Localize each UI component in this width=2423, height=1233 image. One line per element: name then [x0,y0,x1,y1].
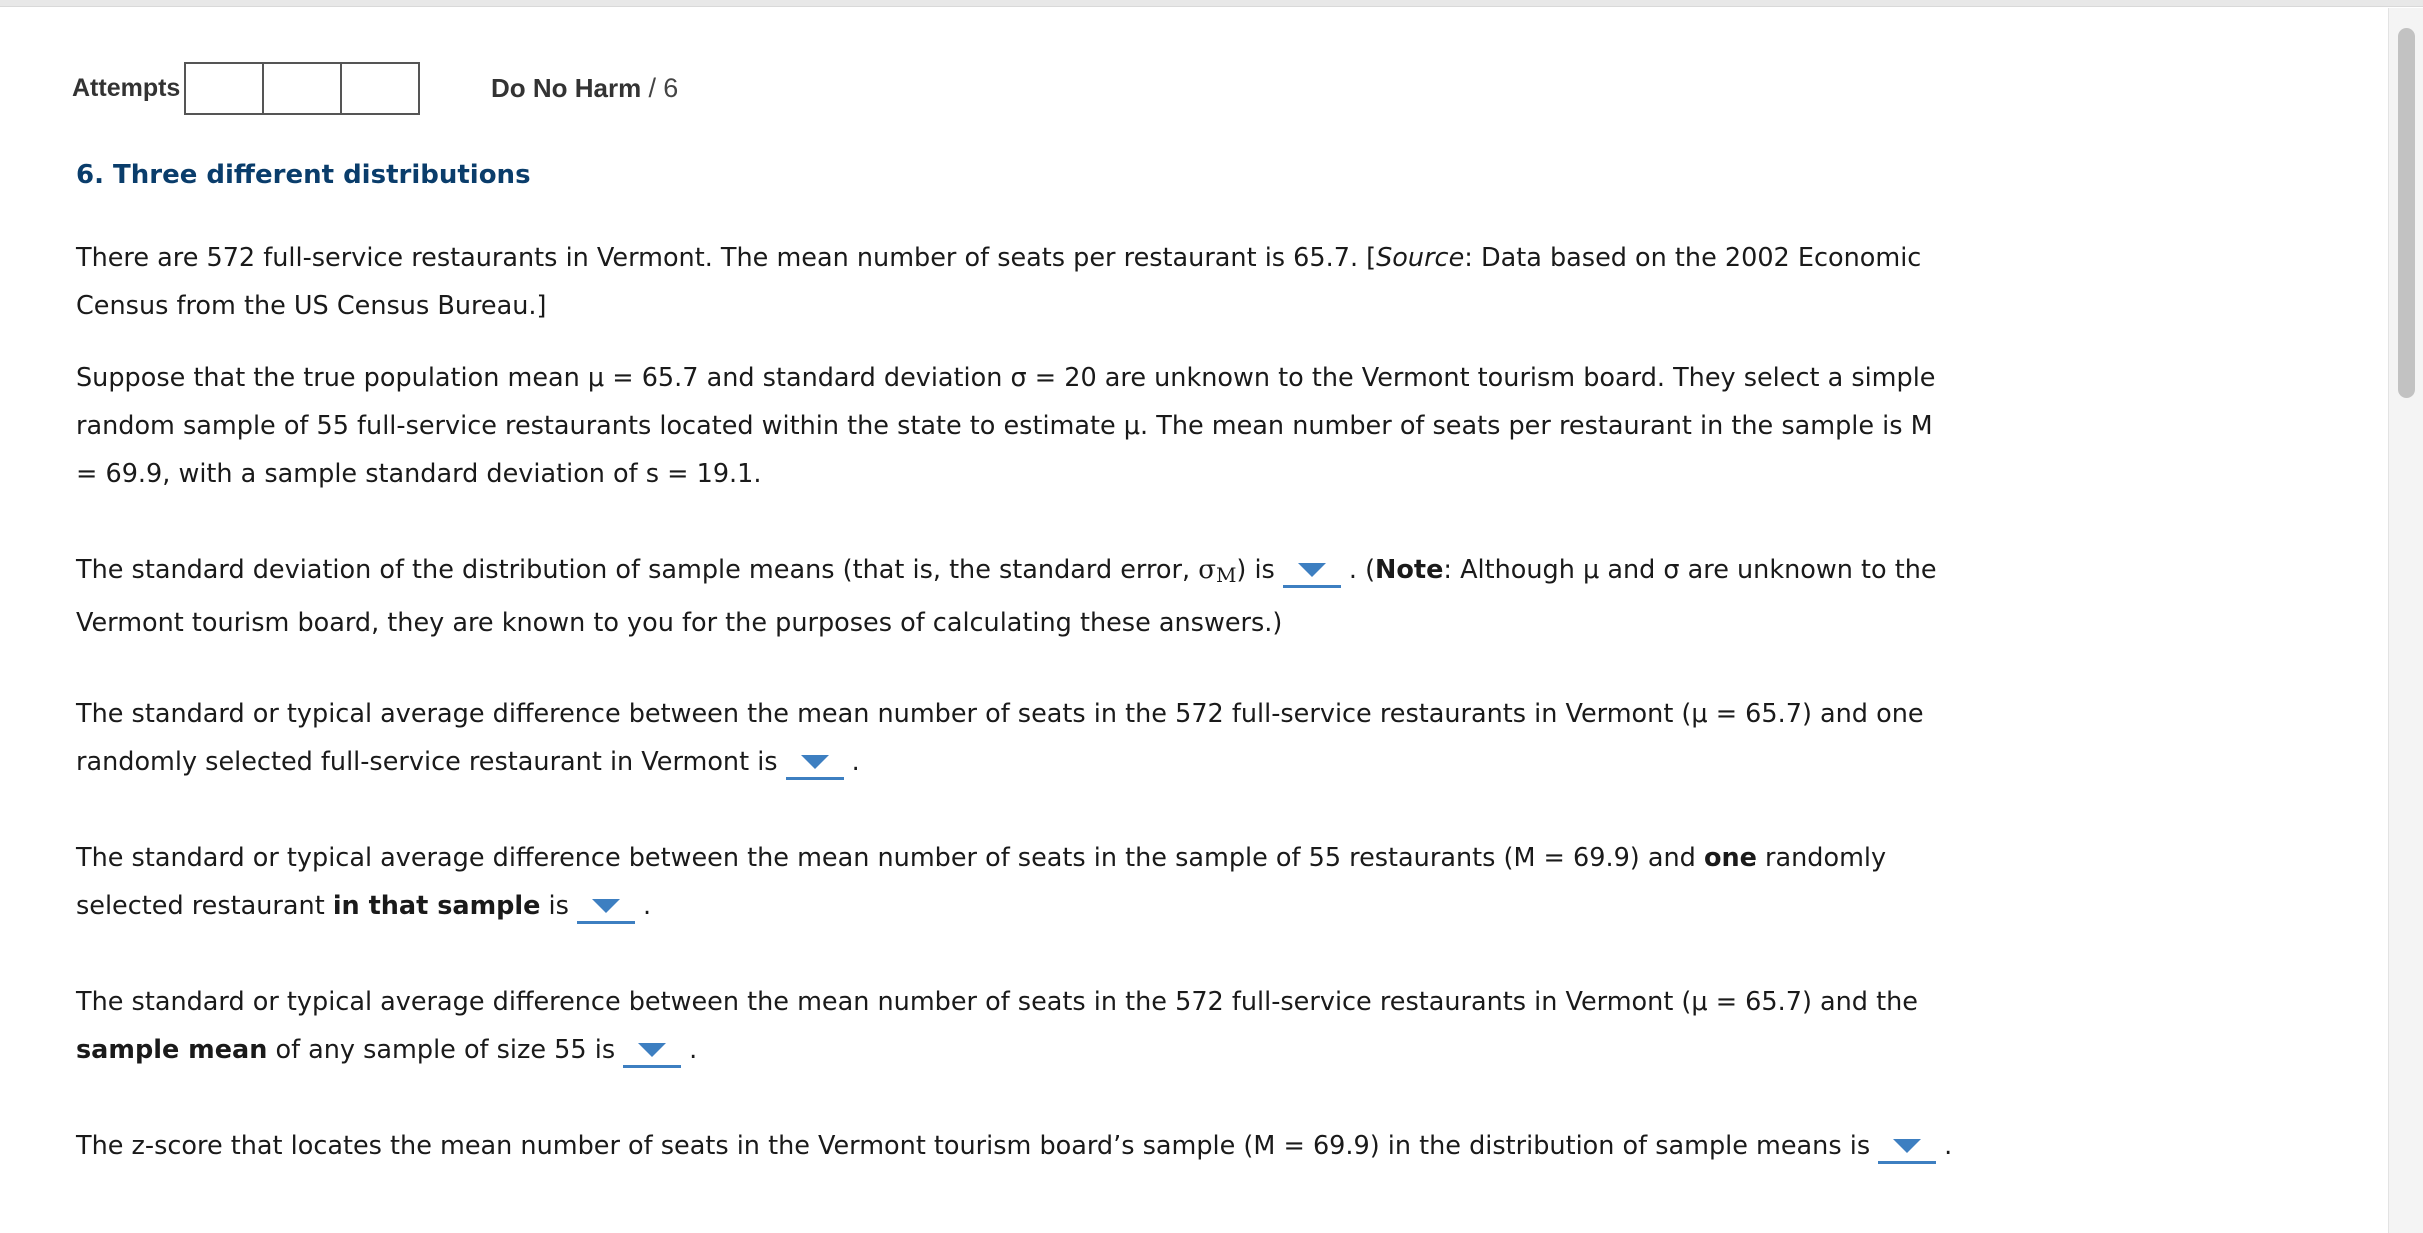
text: The standard or typical average difference between the mean number of seats in the 572 full-service restaurants in Vermont (μ = 65.7) and the [76,987,1918,1017]
question-sampling-sd [76,978,1956,1074]
text: . ( [1348,555,1376,585]
source-label: Source [1376,243,1465,273]
emphasis: one [1703,843,1757,873]
text: randomly selected restaurant [76,843,1887,921]
question-population-sd [76,690,1956,786]
chevron-down-icon [638,1043,666,1057]
chevron-down-icon [1298,563,1326,577]
text: : Data based on the 2002 Economic Census from the US Census Bureau.] [76,243,1922,321]
attempts-label: Attempts [72,74,181,102]
do-no-harm-score [491,73,678,104]
text: of any sample of size 55 is [267,1035,616,1065]
attempt-box [340,62,420,115]
question-sample-sd [76,834,1956,930]
text: . [851,747,860,777]
text: ) is [1236,555,1275,585]
question-standard-error [76,546,1956,647]
text: There are 572 full-service restaurants in Vermont. The mean number of seats per restaurant is 65.7. [ [76,243,1377,273]
answer-dropdown-2[interactable] [786,747,844,780]
answer-dropdown-1[interactable] [1283,555,1341,588]
do-no-harm-total: 6 [663,73,679,103]
vertical-scrollbar[interactable] [2388,8,2423,1233]
text: The standard or typical average difference between the mean number of seats in the sample of 55 restaurants (M = 69.9) and [76,843,1704,873]
text: The standard deviation of the distribution of sample means (that is, the standard error, [76,555,1199,585]
answer-dropdown-4[interactable] [623,1035,681,1068]
chevron-down-icon [592,899,620,913]
sigma: σ [1198,555,1216,585]
text: The z-score that locates the mean number of seats in the Vermont tourism board’s sample (M = 69.9) in the distribution of sample means is [76,1131,1871,1161]
emphasis: sample mean [76,1035,268,1065]
text: . [1944,1131,1953,1161]
attempt-box [262,62,342,115]
scrollbar-thumb[interactable] [2398,28,2415,398]
do-no-harm-separator: / [648,73,656,103]
emphasis: in that sample [332,891,541,921]
paragraph-setup: Suppose that the true population mean μ = 65.7 and standard deviation σ = 20 are unknown to the Vermont tourism board. They select a simple random sample of 55 full-service restaurants located within the state to estimate μ. The mean number of seats per restaurant in the sample is M = 69.9, with a sample standard deviation of s = 19.1. [76,363,1936,489]
do-no-harm-label: Do No Harm [491,73,642,103]
question-z-score [76,1122,1956,1170]
sigma-subscript: M [1215,563,1237,587]
question-title: 6. Three different distributions [76,160,531,190]
chevron-down-icon [801,755,829,769]
note-label: Note [1375,555,1444,585]
text: The standard or typical average difference between the mean number of seats in the 572 full-service restaurants in Vermont (μ = 65.7) and one randomly selected full-service restaurant in Vermont is [76,699,1924,777]
top-divider [0,0,2423,7]
text: . [642,891,652,921]
text: . [689,1035,698,1065]
sigma-m-symbol [1198,555,1236,585]
attempt-box [184,62,264,115]
answer-dropdown-5[interactable] [1878,1131,1936,1164]
chevron-down-icon [1893,1139,1921,1153]
attempt-boxes [184,62,420,115]
text: : Although μ and σ are unknown to the Vermont tourism board, they are known to you for the purposes of calculating these answers.) [76,555,1937,638]
text: is [540,891,569,921]
answer-dropdown-3[interactable] [577,891,635,924]
paragraph-intro [76,234,1956,330]
